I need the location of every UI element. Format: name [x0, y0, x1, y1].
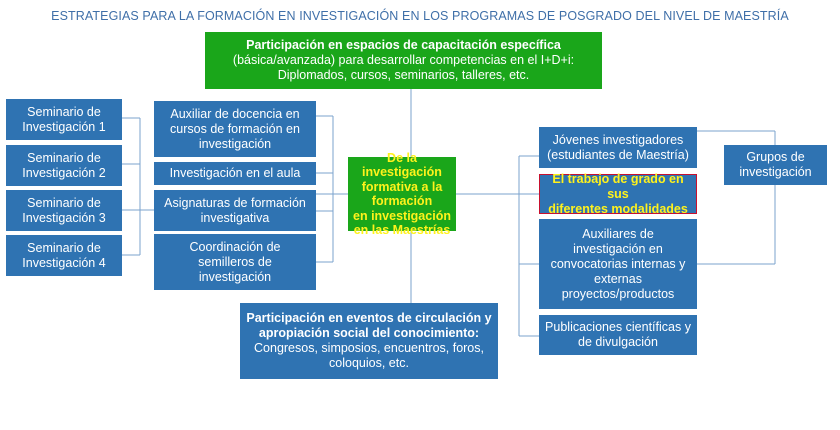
auxiliar-docencia-line3: investigación: [198, 136, 272, 151]
jovenes-line2: (estudiantes de Maestría): [547, 147, 689, 162]
top-box-line2: (básica/avanzada) para desarrollar competencias en el I+D+i:: [232, 53, 575, 67]
auxiliares-line4: externas: [594, 271, 642, 286]
diagram-title: ESTRATEGIAS PARA LA FORMACIÓN EN INVESTIGACIÓN EN LOS PROGRAMAS DE POSGRADO DEL NIVEL DE MAESTRÍA: [51, 9, 789, 23]
auxiliares-line3: convocatorias internas y: [550, 256, 686, 271]
publicaciones-line1: Publicaciones científicas y: [545, 320, 691, 334]
strategy-box-publicaciones: [539, 315, 697, 355]
bottom-box-line1: Participación en eventos de circulación y: [246, 311, 492, 325]
strategy-box-investigacion-aula: [154, 162, 316, 185]
center-box-line1: De la investigación: [362, 150, 442, 179]
bottom-box-line3: Congresos, simposios, encuentros, foros,: [254, 341, 484, 355]
bottom-box-line4: coloquios, etc.: [329, 356, 409, 370]
groups-box: [724, 145, 827, 185]
groups-line1: Grupos de: [746, 150, 805, 164]
strategy-box-jovenes-investigadores: [539, 127, 697, 168]
seminar-box-2: [6, 145, 122, 186]
strategy-box-auxiliar-docencia: [154, 101, 316, 157]
strategy-box-trabajo-grado: [539, 171, 697, 216]
seminar-1-line1: Seminario de: [27, 104, 101, 119]
auxiliar-docencia-line1: Auxiliar de docencia en: [170, 106, 300, 121]
investigacion-aula-line1: Investigación en el aula: [169, 166, 301, 180]
semilleros-line2: semilleros de: [198, 254, 272, 269]
semilleros-line1: Coordinación de: [189, 239, 281, 254]
center-box-line2: formativa a la formación: [361, 179, 443, 208]
seminar-4-line1: Seminario de: [27, 240, 101, 255]
strategy-box-auxiliares-investigacion: [539, 219, 697, 309]
jovenes-line1: Jóvenes investigadores: [552, 132, 684, 147]
publicaciones-line2: de divulgación: [578, 335, 658, 349]
auxiliares-line5: proyectos/productos: [561, 286, 675, 301]
asignaturas-line2: investigativa: [200, 210, 270, 225]
auxiliares-line2: investigación en: [573, 241, 663, 256]
seminar-3-line2: Investigación 3: [22, 210, 106, 225]
seminar-box-4: [6, 235, 122, 276]
semilleros-line3: investigación: [198, 269, 272, 284]
center-box: [348, 150, 456, 237]
center-box-line3: en investigación: [353, 208, 451, 223]
top-box-line3: Diplomados, cursos, seminarios, talleres, etc.: [277, 68, 530, 82]
seminar-1-line2: Investigación 1: [22, 119, 106, 134]
center-box-line4: en las Maestrías: [353, 223, 451, 237]
asignaturas-line1: Asignaturas de formación: [164, 195, 306, 210]
groups-line2: investigación: [739, 165, 812, 179]
auxiliares-line1: Auxiliares de: [582, 226, 654, 241]
top-box-capacitacion: [205, 32, 602, 89]
seminar-3-line1: Seminario de: [27, 195, 101, 210]
strategy-box-asignaturas: [154, 190, 316, 231]
trabajo-grado-line2: diferentes modalidades: [548, 201, 688, 216]
seminar-2-line1: Seminario de: [27, 150, 101, 165]
auxiliar-docencia-line2: cursos de formación en: [170, 121, 300, 136]
top-box-line1: Participación en espacios de capacitación específica: [246, 38, 561, 52]
bottom-box-eventos: [240, 303, 498, 379]
seminar-box-3: [6, 190, 122, 231]
seminar-4-line2: Investigación 4: [22, 255, 106, 270]
strategy-box-semilleros: [154, 234, 316, 290]
trabajo-grado-line1: El trabajo de grado en sus: [552, 171, 684, 201]
seminar-box-1: [6, 99, 122, 140]
seminar-2-line2: Investigación 2: [22, 165, 106, 180]
bottom-box-line2: apropiación social del conocimiento:: [258, 326, 480, 340]
